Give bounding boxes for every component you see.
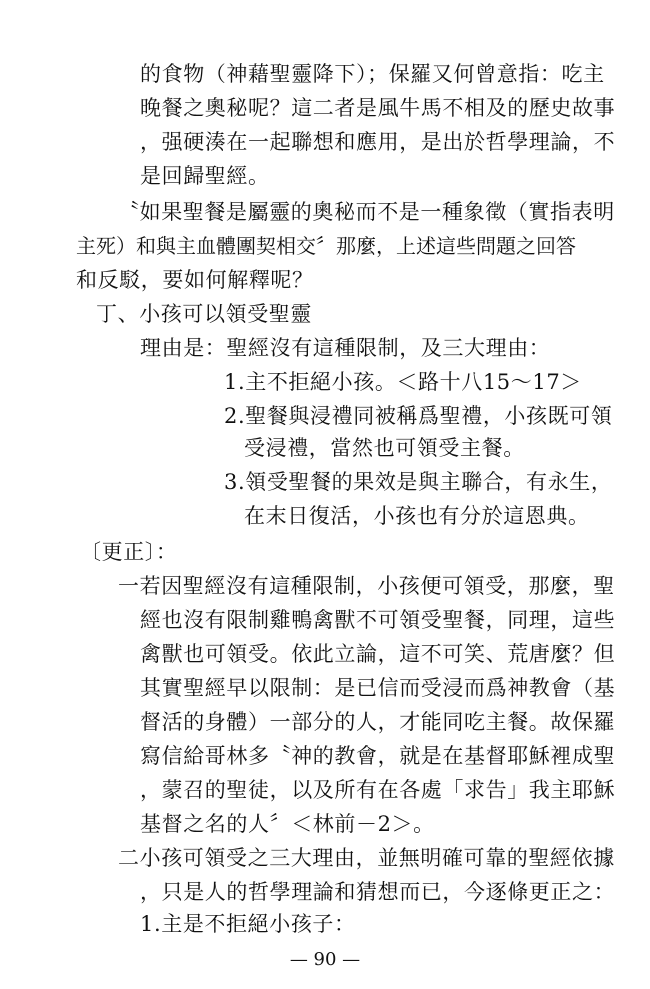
text-line: 是回歸聖經。 [140,164,270,188]
text-line: 寫信給哥林多〝神的教會，就是在基督耶穌裡成聖 [140,744,616,768]
text-line: ，强硬湊在一起聯想和應用，是出於哲學理論，不 [140,130,616,154]
text-line: 〝如果聖餐是屬靈的奧秘而不是一種象徵（實指表明 [118,200,615,224]
text-line: 的食物（神藉聖靈降下）；保羅又何曾意指：吃主 [140,62,605,86]
text-line: 理由是：聖經沒有這種限制，及三大理由： [140,336,551,360]
text-line: 基督之名的人〞＜林前－2＞。 [140,812,435,836]
text-line: 其實聖經早以限制：是已信而受浸而爲神教會（基 [140,676,616,700]
text-line: 一若因聖經沒有這種限制，小孩便可領受，那麼，聖 [118,574,615,598]
section-heading: 〔更正〕： [80,540,178,564]
text-line: 督活的身體）一部分的人，才能同吃主餐。故保羅 [140,710,616,734]
list-item: 1.主是不拒絕小孩子： [140,912,356,936]
text-line: 經也沒有限制雞鴨禽獸不可領受聖餐，同理，這些 [140,608,616,632]
page-number: — 90 — [289,949,361,970]
text-line: ，蒙召的聖徒，以及所有在各處「求告」我主耶穌 [140,778,616,802]
text-line: 和反駁，要如何解釋呢？ [76,268,314,292]
text-line: 二小孩可領受之三大理由，並無明確可靠的聖經依據 [118,846,615,870]
list-item: 2.聖餐與浸禮同被稱爲聖禮，小孩既可領 [224,404,613,428]
list-item-continuation: 在末日復活，小孩也有分於這恩典。 [244,504,590,528]
list-item: 3.領受聖餐的果效是與主聯合，有永生， [224,470,613,494]
list-item-continuation: 受浸禮，當然也可領受主餐。 [244,436,525,460]
text-line: 禽獸也可領受。依此立論，這不可笑、荒唐麼？但 [140,642,616,666]
text-line: ，只是人的哲學理論和猜想而已，今逐條更正之： [140,880,616,904]
section-heading: 丁、小孩可以領受聖靈 [96,302,312,326]
text-line: 主死）和與主血體團契相交〞那麼，上述這些問題之回答 [76,234,576,258]
text-line: 晚餐之奧秘呢？這二者是風牛馬不相及的歷史故事 [140,96,616,120]
list-item: 1.主不拒絕小孩。＜路十八15～17＞ [224,370,582,394]
